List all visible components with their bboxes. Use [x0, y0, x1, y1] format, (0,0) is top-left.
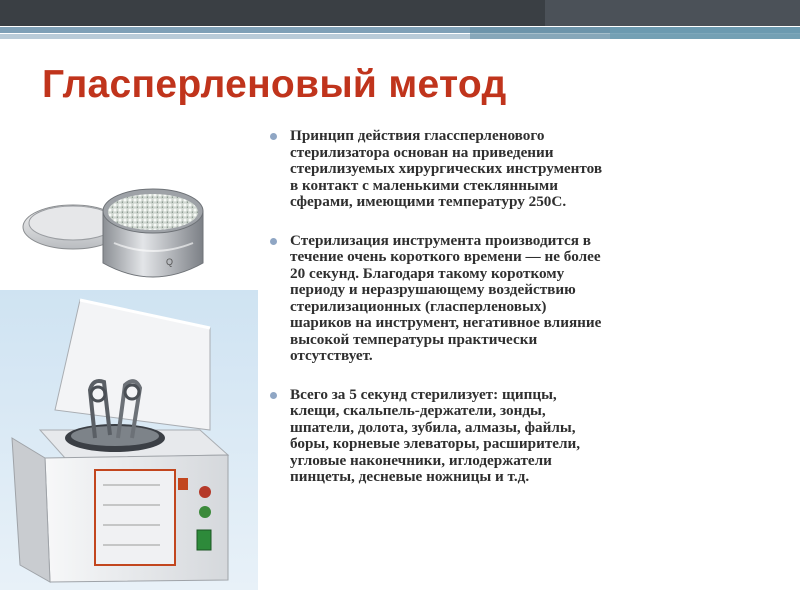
bullet-item [268, 233, 738, 365]
bullet-text: Всего за 5 секунд стерилизует: щипцы, клещи, скальпель-держатели, зонды, шпатели, долота, зубила, алмазы, файлы, боры, корневые элеваторы, расширители, угловые наконечники, иглодержатели пинцеты, десневые ножницы и т.д. [290, 385, 581, 485]
svg-text:Q: Q [166, 257, 174, 267]
bullet-text: Стерилизация инструмента производится в течение очень короткого времени — не более 20 секунд. Благодаря такому короткому периоду и неразрушающему воздействию стерилизационных (гласперленовых) шариков на инструмент, негативное влияние высокой температуры практически отсутствует. [290, 231, 602, 364]
bullet-item [268, 387, 738, 486]
glass-bead-dish-image [18, 163, 213, 293]
glass-bead-dish-icon [18, 163, 213, 293]
glass-bead-sterilizer-image [0, 290, 258, 590]
sterilizer-icon [0, 290, 258, 590]
bullet-dot-icon [270, 133, 277, 140]
bullet-list [268, 128, 738, 508]
bullet-dot-icon [270, 392, 277, 399]
bullet-text: Принцип действия гласcперленового стерилизатора основан на приведении стерилизуемых хирургических инструментов в контакт с маленькими стеклянными сферами, имеющими температуру 250С. [290, 127, 603, 210]
bullet-item [268, 128, 738, 211]
header-accent-bar [545, 0, 800, 26]
header-stripe-accent-2 [610, 27, 800, 39]
bullet-dot-icon [270, 238, 277, 245]
slide-title: Гласперленовый метод [42, 63, 507, 106]
